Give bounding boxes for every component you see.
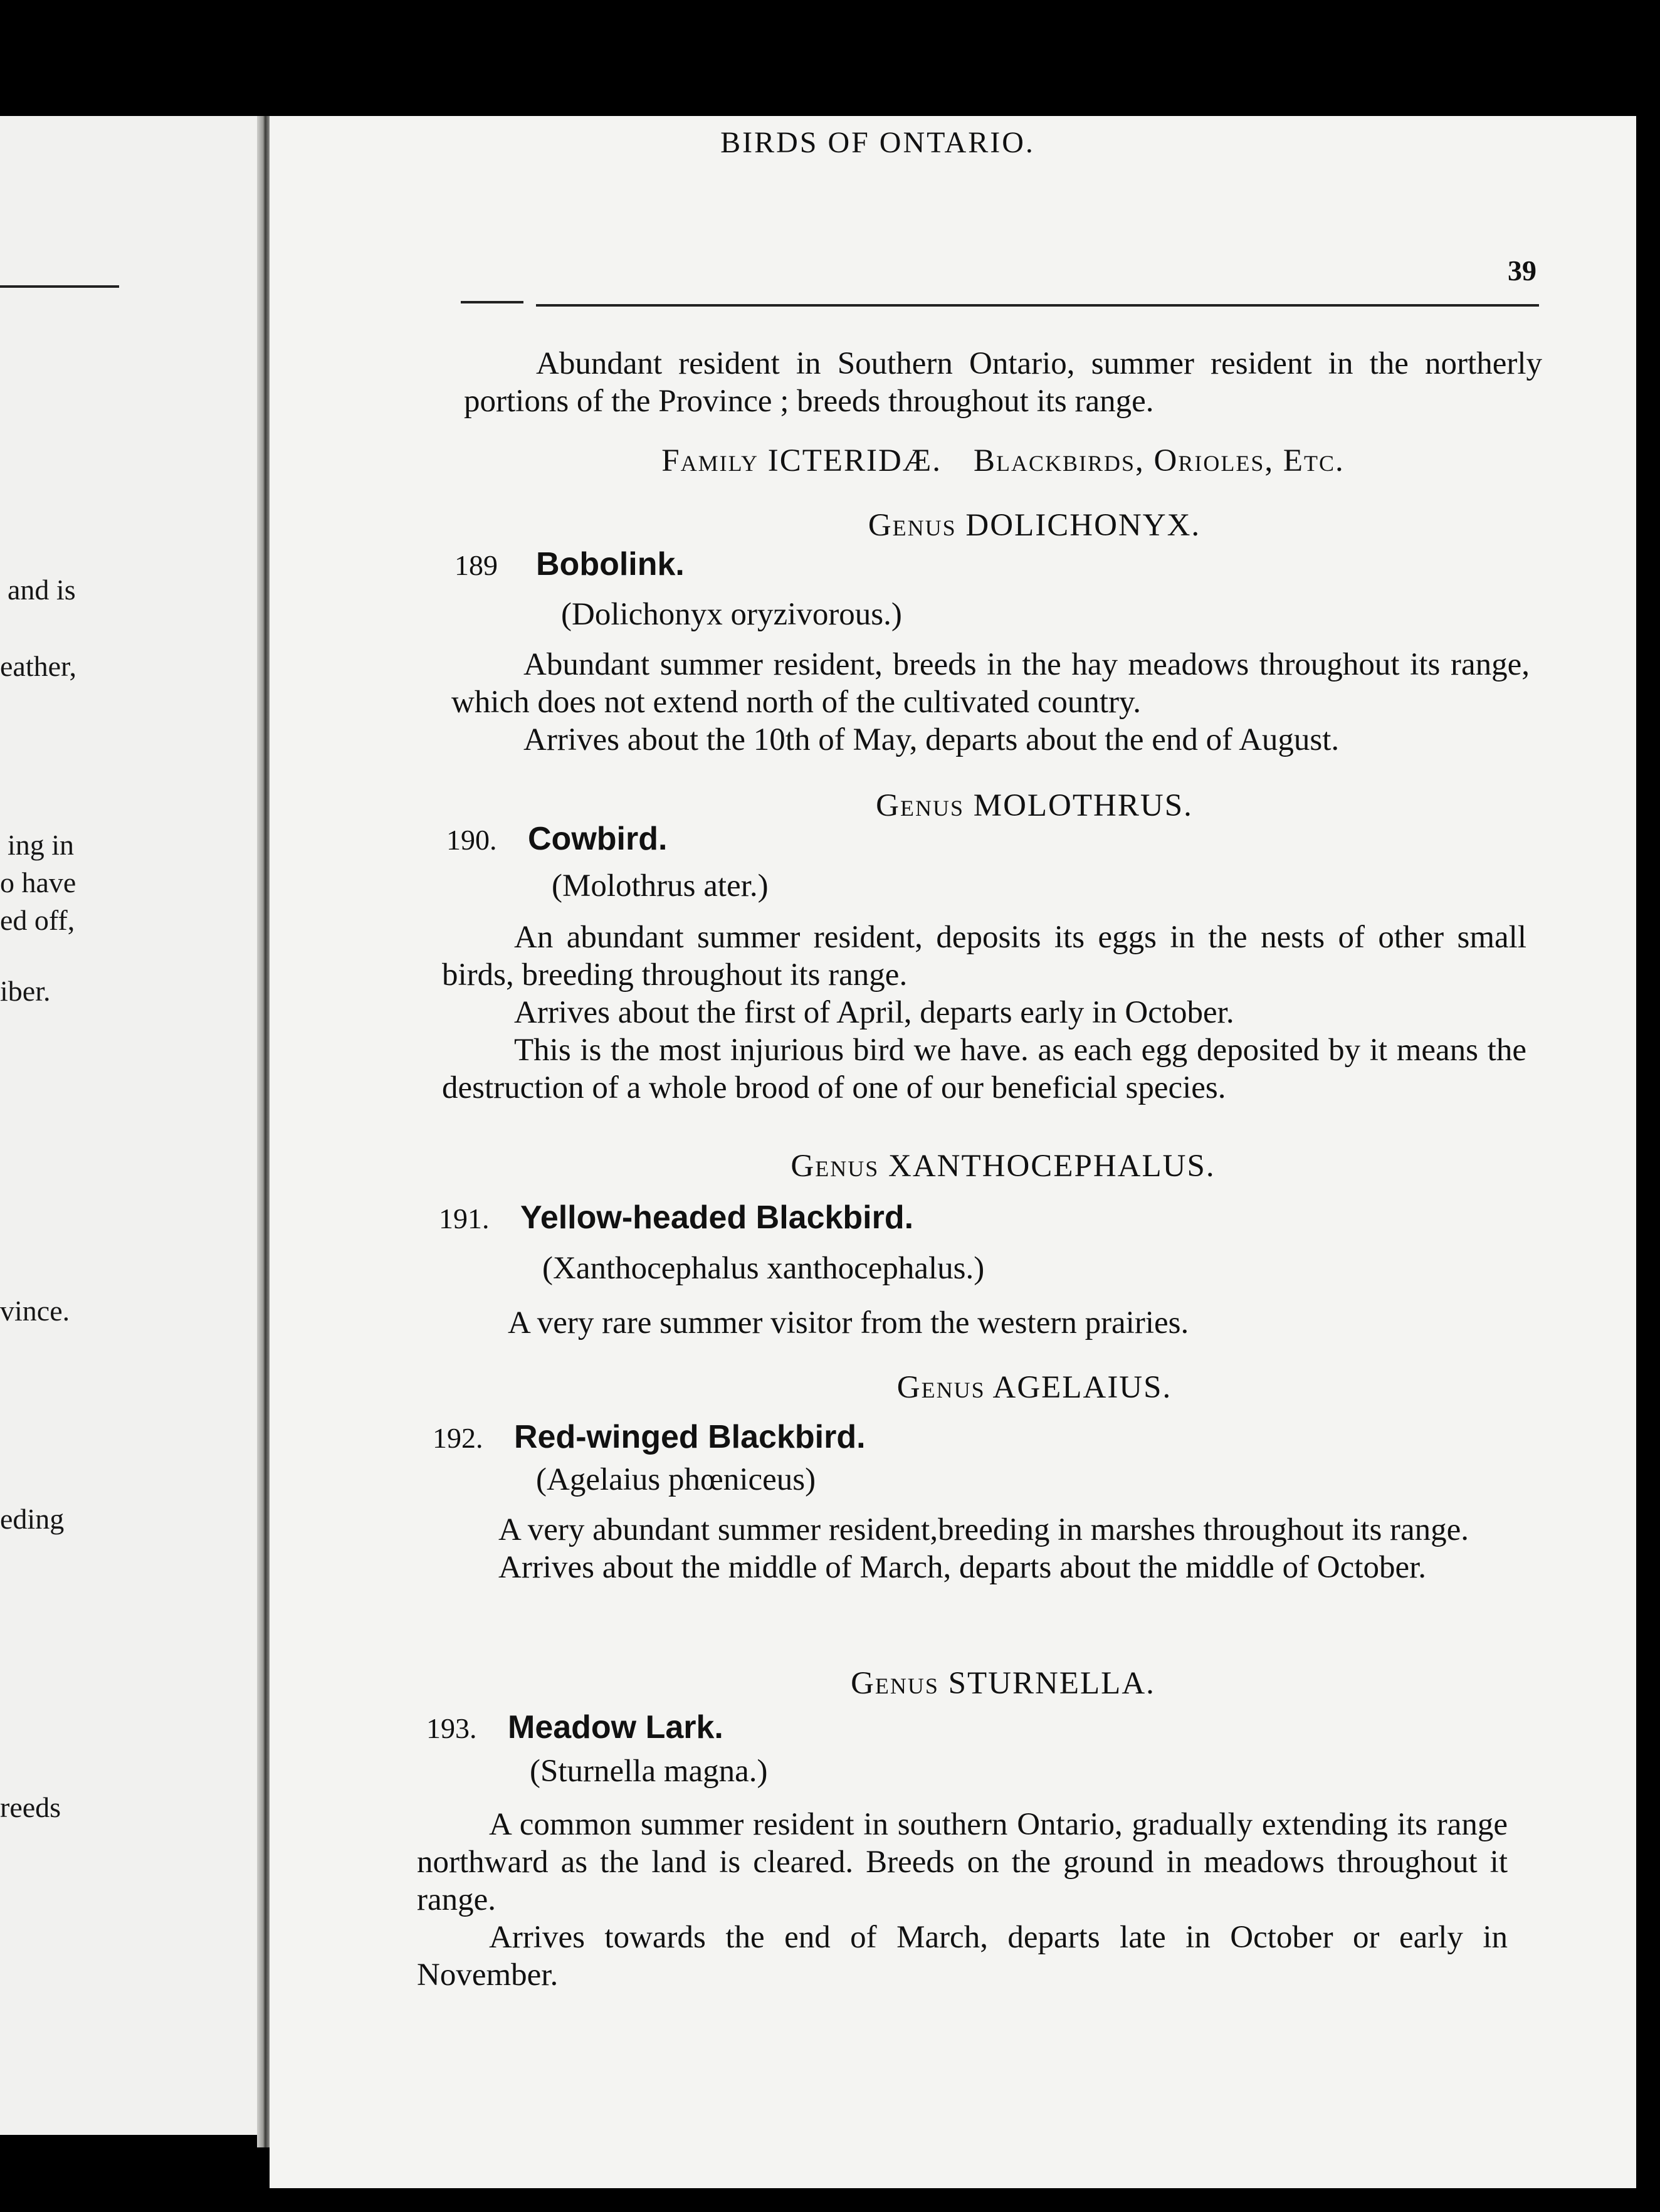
species-number: 191. <box>439 1203 490 1235</box>
description-paragraph: A very rare summer visitor from the western prairies. <box>508 1305 1189 1340</box>
left-fragment: ed off, <box>0 904 75 936</box>
species-entry <box>426 1709 1505 1747</box>
left-fragment: reeds <box>0 1791 61 1823</box>
scientific-name: (Dolichonyx oryzivorous.) <box>561 597 902 632</box>
family-heading <box>464 442 1542 480</box>
scientific-name: (Xanthocephalus xanthocephalus.) <box>542 1251 985 1286</box>
description-paragraph: A common summer resident in southern Ontario, gradually extending its range northward as the land is cleared. Breeds on the ground in meadows throughout it range. <box>417 1807 1508 1917</box>
family-common-name: Blackbirds, Orioles, Etc. <box>973 443 1345 478</box>
species-name: Red-winged Blackbird. <box>514 1419 866 1455</box>
species-description <box>451 646 1530 759</box>
scientific-name: (Sturnella magna.) <box>530 1754 768 1789</box>
genus-heading: Genus STURNELLA. <box>851 1666 1155 1701</box>
species-description <box>442 919 1526 1107</box>
species-name: Meadow Lark. <box>508 1709 723 1746</box>
species-number: 192. <box>433 1422 483 1454</box>
species-name: Cowbird. <box>528 821 668 857</box>
genus-heading: Genus DOLICHONYX. <box>868 508 1201 543</box>
species-number: 190. <box>446 824 497 856</box>
description-paragraph: Arrives about the first of April, departs early in October. <box>514 995 1234 1030</box>
left-fragment: eather, <box>0 650 77 682</box>
description-paragraph: A very abundant summer resident,breeding in marshes throughout its range. <box>498 1512 1469 1547</box>
scientific-name: (Agelaius phœniceus) <box>536 1462 816 1497</box>
page-number: 39 <box>1508 255 1537 287</box>
left-fragment: iber. <box>0 975 51 1007</box>
species-name: Bobolink. <box>536 546 685 582</box>
header-rule-short <box>461 301 523 303</box>
intro-paragraph: Abundant resident in Southern Ontario, summer resident in the northerly portions of the Province ; breeds throughout its range. <box>464 346 1542 419</box>
species-entry <box>433 1418 1511 1457</box>
left-page <box>0 116 263 2135</box>
left-fragment: o have <box>0 866 76 898</box>
species-description <box>426 1511 1517 1586</box>
species-entry <box>454 545 1533 584</box>
description-paragraph: Arrives towards the end of March, departs late in October or early in November. <box>417 1920 1508 1993</box>
scientific-name: (Molothrus ater.) <box>552 868 769 903</box>
left-fragment: eding <box>0 1503 65 1535</box>
description-paragraph: Arrives about the middle of March, departs about the middle of October. <box>498 1550 1426 1585</box>
species-description <box>436 1304 1526 1342</box>
species-number: 193. <box>426 1712 477 1744</box>
genus-heading: Genus MOLOTHRUS. <box>876 788 1193 823</box>
family-label: Family ICTERIDÆ. <box>661 443 942 478</box>
genus-heading: Genus XANTHOCEPHALUS. <box>791 1149 1216 1184</box>
genus-heading: Genus AGELAIUS. <box>896 1370 1172 1405</box>
species-name: Yellow-headed Blackbird. <box>520 1199 914 1236</box>
left-fragment: vince. <box>0 1295 70 1327</box>
species-entry <box>439 1199 1517 1238</box>
left-page-rule <box>0 285 119 288</box>
description-paragraph: Abundant summer resident, breeds in the hay meadows throughout its range, which does not extend north of the cultivated country. <box>451 647 1530 720</box>
header-rule <box>536 304 1539 307</box>
left-fragment: ing in <box>8 829 75 861</box>
description-paragraph: An abundant summer resident, deposits its eggs in the nests of other small birds, breeding throughout its range. <box>442 920 1526 993</box>
running-header: BIRDS OF ONTARIO. <box>720 126 1035 159</box>
species-entry <box>446 820 1525 859</box>
species-description <box>417 1806 1508 1994</box>
description-paragraph: Arrives about the 10th of May, departs about the end of August. <box>523 722 1340 757</box>
description-paragraph: This is the most injurious bird we have. as each egg deposited by it means the destruction of a whole brood of one of our beneficial species. <box>442 1033 1526 1105</box>
species-number: 189 <box>454 549 498 581</box>
left-fragment: and is <box>8 574 76 606</box>
